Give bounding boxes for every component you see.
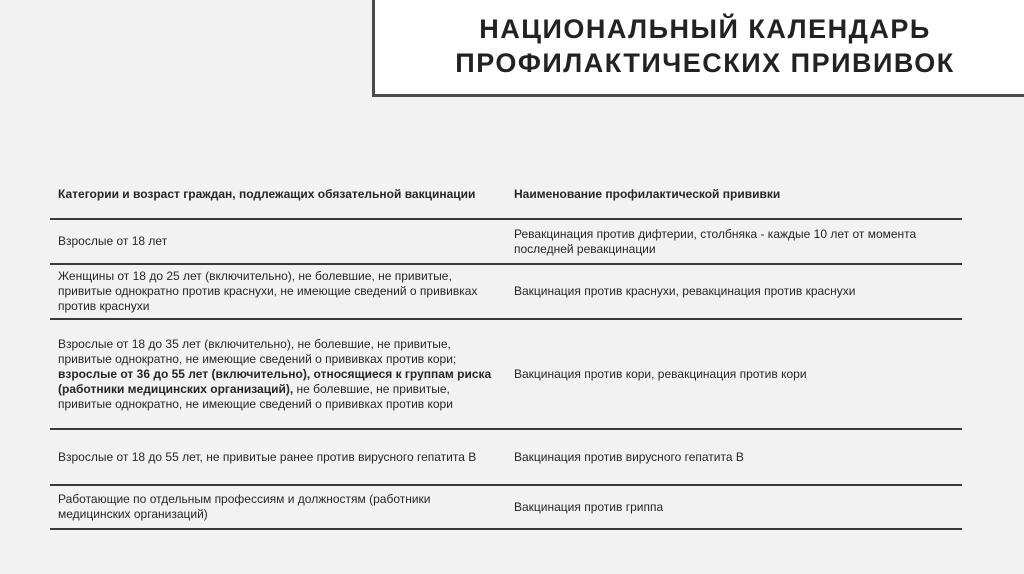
row-category: Взрослые от 18 до 55 лет, не привитые ранее против вирусного гепатита В	[58, 449, 477, 464]
vaccination-table	[50, 170, 962, 530]
table-row	[50, 429, 962, 485]
table-row	[50, 264, 962, 319]
row-category: Женщины от 18 до 25 лет (включительно), не болевшие, не привитые, привитые однократно против краснухи, не имеющие сведений о прививках против краснухи	[58, 269, 478, 313]
slide-title-line-1: НАЦИОНАЛЬНЫЙ КАЛЕНДАРЬ	[479, 13, 931, 44]
row-category: Работающие по отдельным профессиям и должностям (работники медицинских организаций)	[58, 492, 431, 521]
table-row	[50, 219, 962, 264]
row-vaccine: Вакцинация против вирусного гепатита В	[514, 449, 744, 464]
row-vaccine: Вакцинация против кори, ревакцинация против кори	[514, 366, 807, 381]
slide-title-box	[372, 0, 1024, 97]
category-text: Взрослые от 18 до 35 лет (включительно), не болевшие, не привитые, привитые однократно, не имеющие сведений о прививках против кори;	[58, 336, 457, 366]
table-row	[50, 319, 962, 429]
category-text: не болевшие, не привитые, привитые однократно, не имеющие сведений о прививках против кори	[58, 381, 453, 411]
table-header-row	[50, 170, 962, 219]
table-row	[50, 485, 962, 529]
header-category: Категории и возраст граждан, подлежащих обязательной вакцинации	[58, 186, 476, 201]
row-vaccine: Вакцинация против гриппа	[514, 499, 664, 514]
header-vaccine: Наименование профилактической прививки	[514, 186, 781, 201]
row-category	[50, 319, 502, 429]
row-category: Взрослые от 18 лет	[58, 234, 168, 248]
category-text-bold: взрослые от 36 до 55 лет (включительно), относящиеся к группам риска (работники медицинских организаций),	[58, 366, 492, 396]
slide-title-line-2: ПРОФИЛАКТИЧЕСКИХ ПРИВИВОК	[455, 47, 955, 78]
row-vaccine: Ревакцинация против дифтерии, столбняка - каждые 10 лет от момента последней ревакцинации	[514, 226, 917, 256]
row-vaccine: Вакцинация против краснухи, ревакцинация против краснухи	[514, 284, 856, 298]
